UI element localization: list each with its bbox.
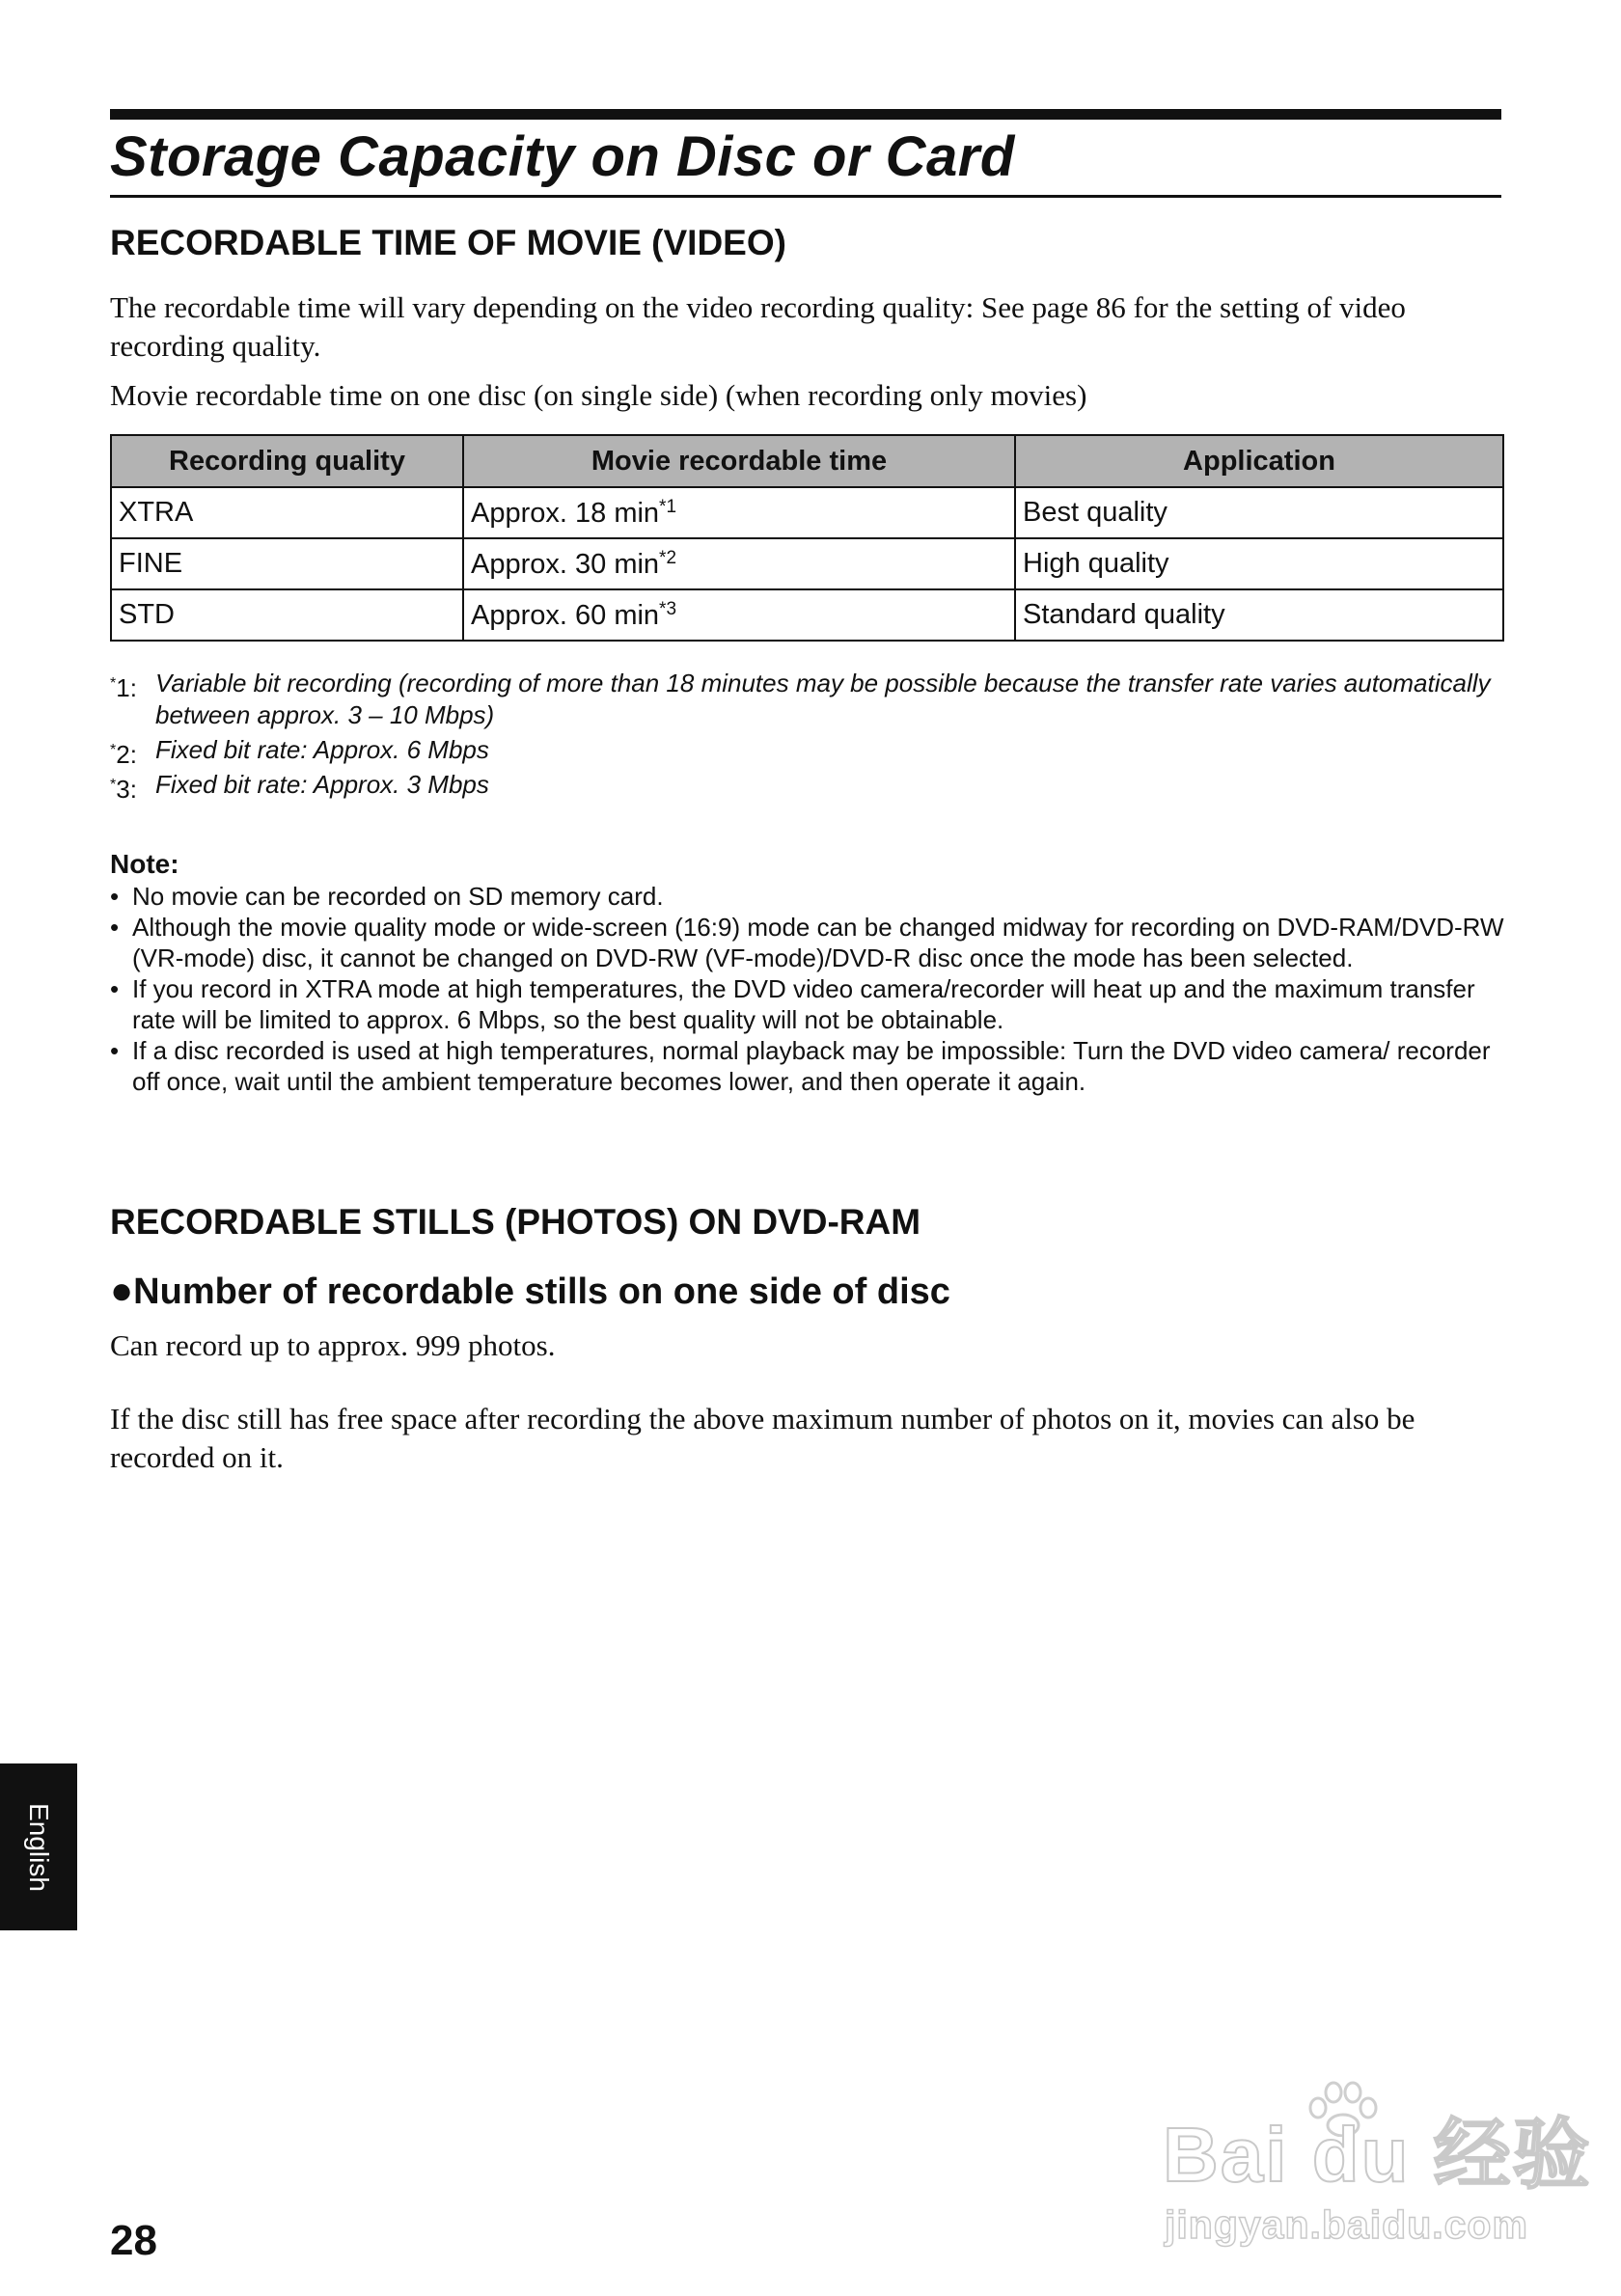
- stills-subheading-text: Number of recordable stills on one side of disc: [133, 1271, 950, 1312]
- table-header-row: [111, 435, 1503, 487]
- time-value: Approx. 18 min: [471, 497, 660, 529]
- cell-application: High quality: [1015, 538, 1503, 589]
- cell-time: [463, 487, 1015, 538]
- footnote-star: *: [110, 742, 117, 758]
- language-side-tab: [0, 1763, 77, 1930]
- stills-text: Can record up to approx. 999 photos.: [110, 1328, 556, 1362]
- footnote: [110, 668, 1509, 731]
- cell-quality: XTRA: [111, 487, 463, 538]
- stills-subheading: [110, 1269, 950, 1314]
- cell-time: [463, 589, 1015, 641]
- top-thick-rule: [110, 109, 1501, 120]
- bullet-icon: ●: [110, 1270, 134, 1312]
- footnote-text: Fixed bit rate: Approx. 3 Mbps: [155, 770, 489, 799]
- footnote-star: *: [110, 675, 117, 692]
- footnote-label: [110, 734, 137, 771]
- note-item: • Although the movie quality mode or wide-screen (16:9) mode can be changed midway for recording on DVD-RAM/DVD-RW (VR-mode) disc, it cannot be changed on DVD-RW (VF-mode)/DVD-R disc once the mode has been selected.: [110, 912, 1504, 973]
- stills-section-heading: RECORDABLE STILLS (PHOTOS) ON DVD-RAM: [110, 1202, 921, 1242]
- note-item: • No movie can be recorded on SD memory card.: [110, 881, 1504, 912]
- watermark-main-text: Bai du 经验: [1163, 2112, 1592, 2198]
- baidu-watermark: [1153, 2079, 1592, 2247]
- cell-application: Best quality: [1015, 487, 1503, 538]
- note-item: • If a disc recorded is used at high temperatures, normal playback may be impossible: Turn the DVD video camera/ recorder off once, wait until the ambient temperature becomes lower, and then operate it again.: [110, 1035, 1504, 1097]
- cell-quality: FINE: [111, 538, 463, 589]
- footnote-text: Fixed bit rate: Approx. 6 Mbps: [155, 735, 489, 764]
- movie-section-heading: RECORDABLE TIME OF MOVIE (VIDEO): [110, 223, 786, 262]
- note-item: • If you record in XTRA mode at high temperatures, the DVD video camera/recorder will heat up and the maximum transfer rate will be limited to approx. 6 Mbps, so the best quality will not be obtainable.: [110, 973, 1504, 1035]
- time-value: Approx. 60 min: [471, 599, 660, 631]
- footnote-label: [110, 769, 137, 806]
- footnote-mark: *3: [659, 598, 677, 619]
- cell-application: Standard quality: [1015, 589, 1503, 641]
- table-row: [111, 538, 1503, 589]
- footnote-star: *: [110, 777, 117, 793]
- header-recording-quality: Recording quality: [111, 435, 463, 487]
- watermark-url-text: jingyan.baidu.com: [1165, 2202, 1528, 2247]
- footnote-number: 3:: [116, 775, 137, 804]
- page-number: 28: [110, 2217, 157, 2264]
- header-movie-recordable-time: Movie recordable time: [463, 435, 1015, 487]
- table-row: [111, 487, 1503, 538]
- table-footnotes: [110, 668, 1509, 804]
- header-application: Application: [1015, 435, 1503, 487]
- recordable-time-table: [110, 434, 1504, 642]
- note-heading: Note:: [110, 849, 179, 879]
- footnote-mark: *1: [659, 496, 677, 517]
- title-underline: [110, 195, 1501, 198]
- footnote-text: Variable bit recording (recording of more than 18 minutes may be possible because the transfer rate varies automatically between approx. 3 – 10 Mbps): [155, 669, 1491, 729]
- stills-extra-text: If the disc still has free space after recording the above maximum number of photos on it, movies can also be recorded on it.: [110, 1402, 1415, 1474]
- language-label: English: [24, 1802, 54, 1892]
- table-caption: Movie recordable time on one disc (on single side) (when recording only movies): [110, 378, 1087, 412]
- footnote-label: [110, 668, 137, 704]
- cell-quality: STD: [111, 589, 463, 641]
- time-value: Approx. 30 min: [471, 548, 660, 580]
- page-title: Storage Capacity on Disc or Card: [110, 125, 1015, 188]
- table-row: [111, 589, 1503, 641]
- footnote-number: 1:: [116, 673, 137, 702]
- note-list: [110, 881, 1504, 1097]
- movie-intro-paragraph: The recordable time will vary depending on the video recording quality: See page 86 for the setting of video recording quality.: [110, 290, 1406, 363]
- footnote: [110, 734, 1509, 769]
- footnote: [110, 769, 1509, 804]
- footnote-number: 2:: [116, 740, 137, 769]
- cell-time: [463, 538, 1015, 589]
- footnote-mark: *2: [659, 547, 677, 568]
